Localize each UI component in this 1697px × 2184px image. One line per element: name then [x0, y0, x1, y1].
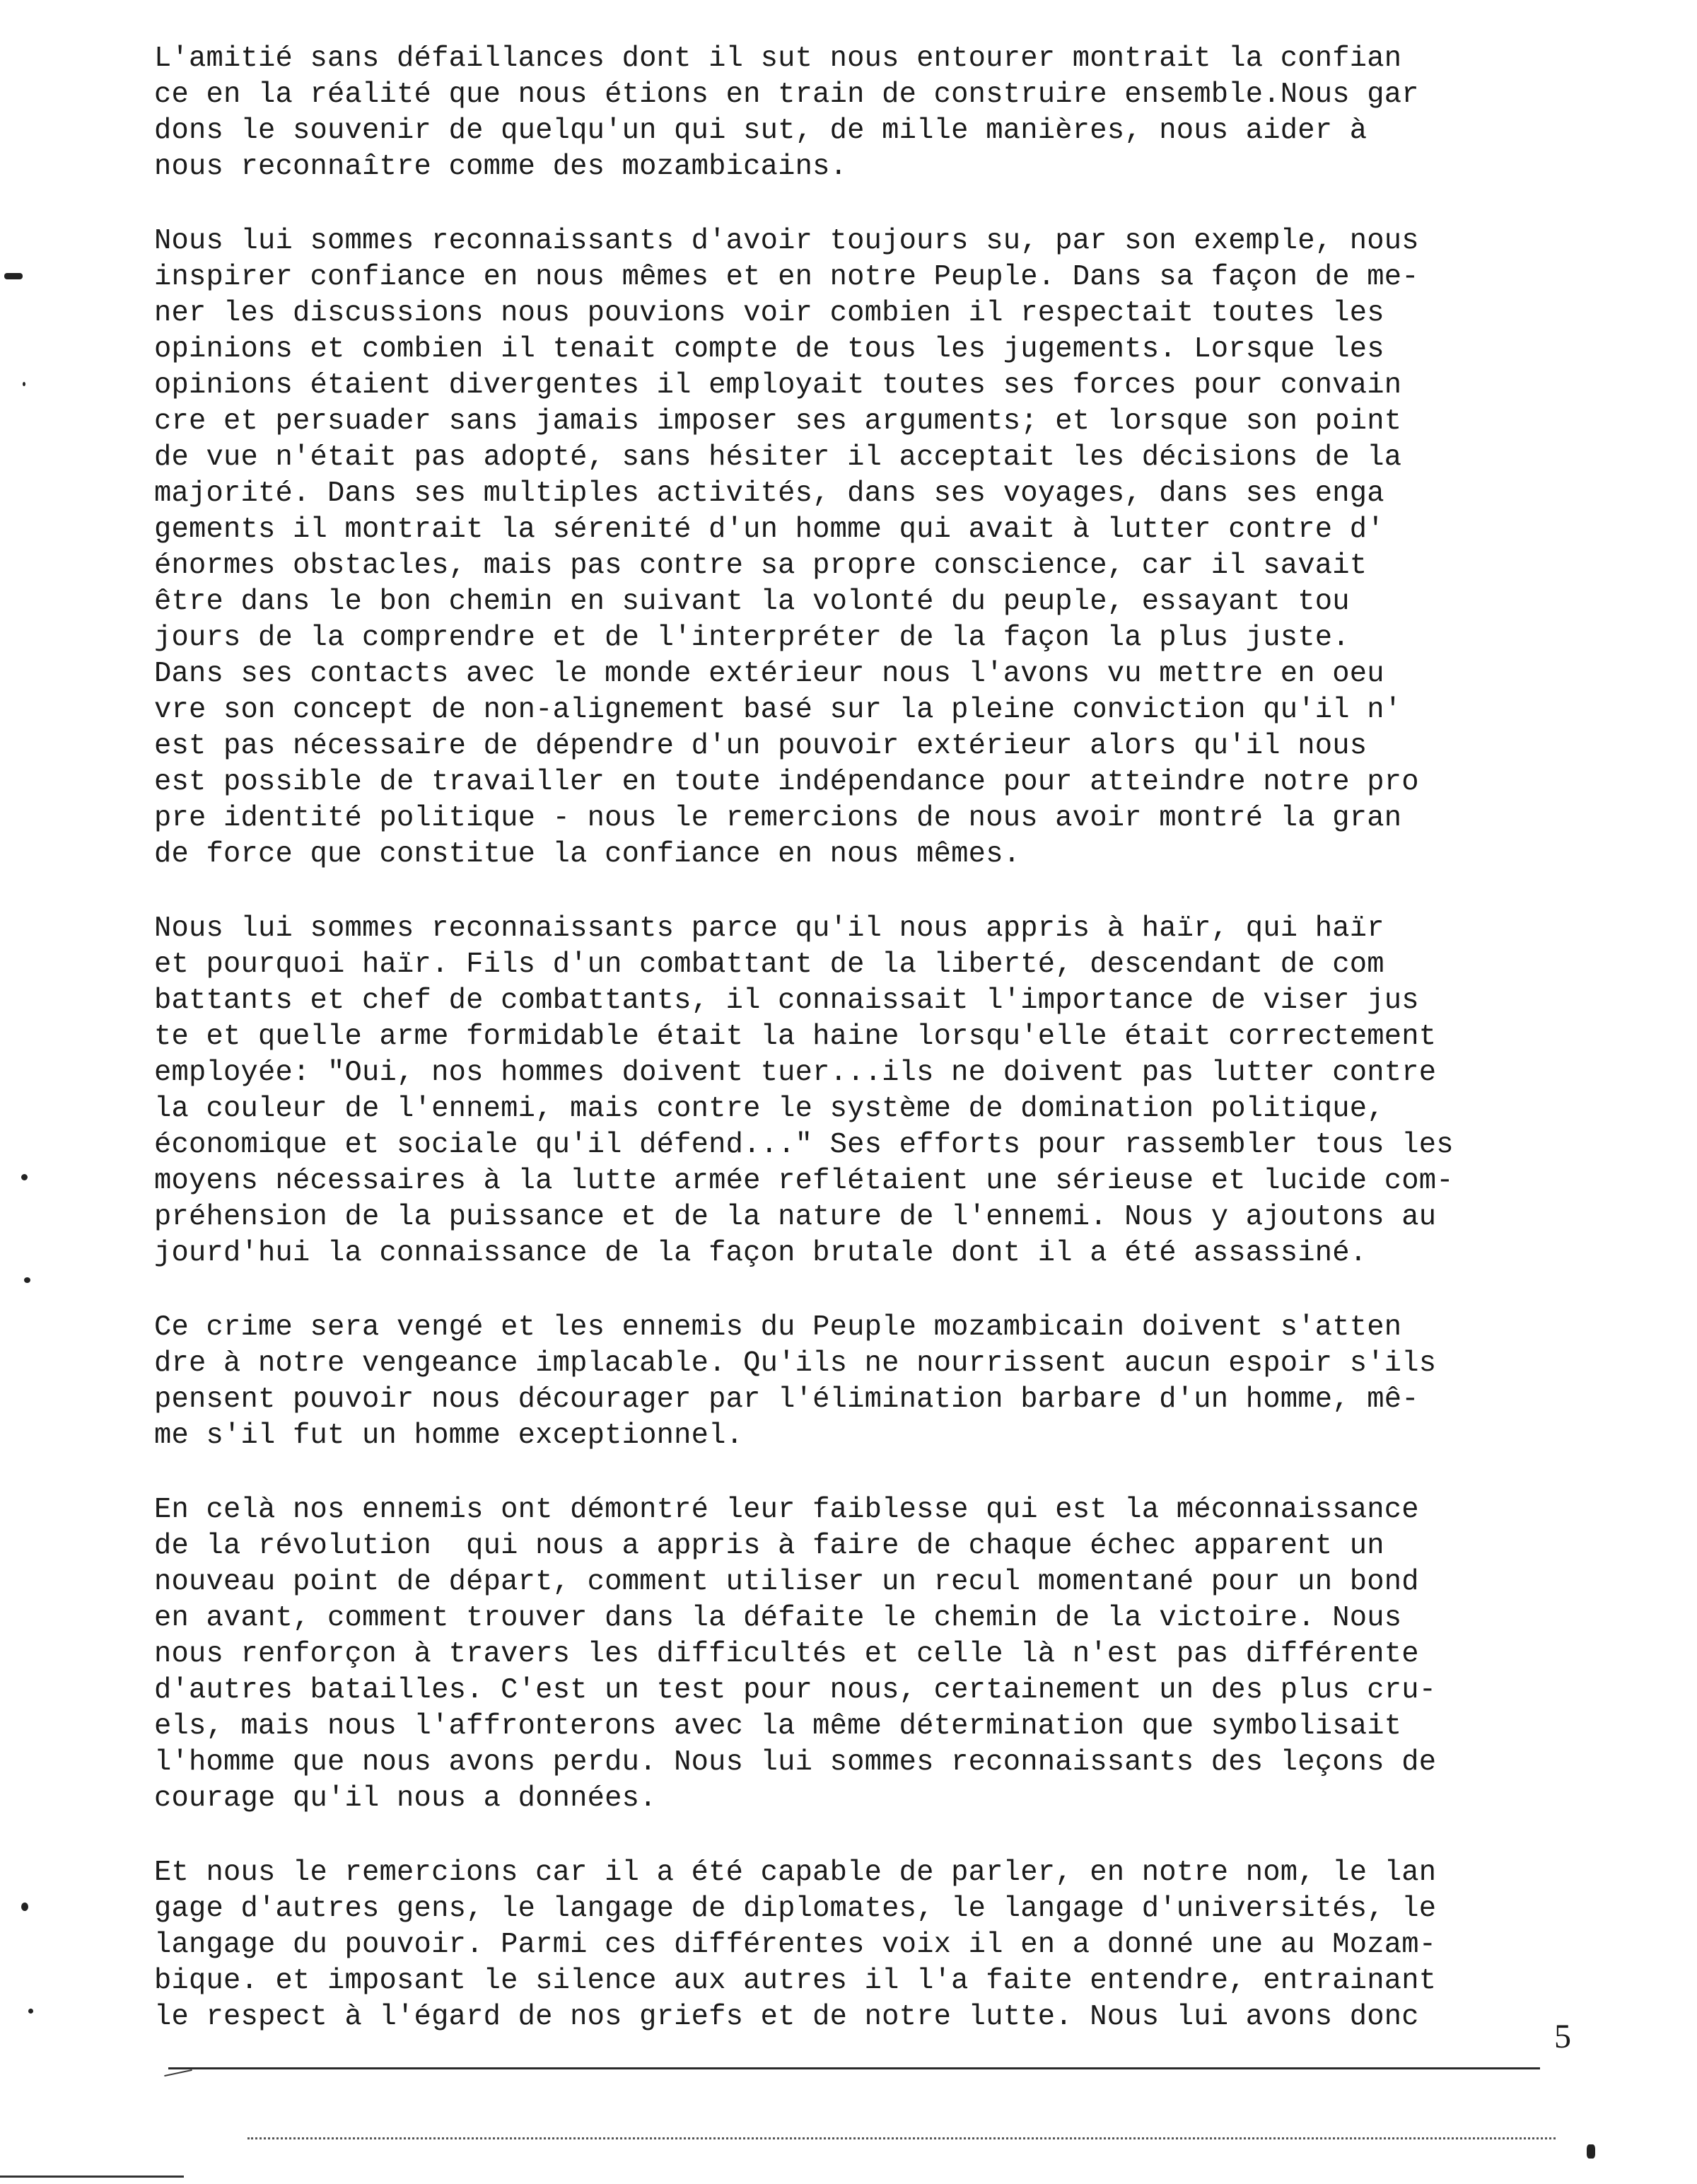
text-line: gage d'autres gens, le langage de diplomates, le langage d'universités, le: [154, 1893, 1437, 1925]
text-line: bique. et imposant le silence aux autres il l'a faite entendre, entrainant: [154, 1965, 1437, 1997]
text-line: être dans le bon chemin en suivant la volonté du peuple, essayant tou: [154, 586, 1350, 618]
text-line: énormes obstacles, mais pas contre sa propre conscience, car il savait: [154, 550, 1367, 582]
text-line: majorité. Dans ses multiples activités, dans ses voyages, dans ses enga: [154, 477, 1384, 510]
text-line: Nous lui sommes reconnaissants parce qu'il nous appris à haïr, qui haïr: [154, 912, 1384, 945]
binding-mark: [23, 382, 25, 386]
text-line: gements il montrait la sérenité d'un homme qui avait à lutter contre d': [154, 513, 1384, 546]
text-line: de la révolution qui nous a appris à faire de chaque échec apparent un: [154, 1530, 1384, 1562]
text-line: courage qu'il nous a données.: [154, 1782, 657, 1815]
text-line: Ce crime sera vengé et les ennemis du Peuple mozambicain doivent s'atten: [154, 1311, 1402, 1344]
text-line: jourd'hui la connaissance de la façon brutale dont il a été assassiné.: [154, 1237, 1367, 1270]
binding-mark: [21, 1174, 28, 1180]
text-line: dons le souvenir de quelqu'un qui sut, de mille manières, nous aider à: [154, 115, 1367, 147]
text-line: pre identité politique - nous le remercions de nous avoir montré la gran: [154, 802, 1402, 835]
text-line: dre à notre vengeance implacable. Qu'ils ne nourrissent aucun espoir s'ils: [154, 1347, 1437, 1380]
paragraph-5: [154, 1492, 1625, 1817]
text-line: pensent pouvoir nous décourager par l'élimination barbare d'un homme, mê-: [154, 1383, 1419, 1416]
text-line: langage du pouvoir. Parmi ces différentes voix il en a donné une au Mozam-: [154, 1929, 1437, 1961]
text-line: nouveau point de départ, comment utiliser un recul momentané pour un bond: [154, 1566, 1419, 1598]
text-line: cre et persuader sans jamais imposer ses arguments; et lorsque son point: [154, 405, 1402, 438]
text-line: de force que constitue la confiance en nous mêmes.: [154, 838, 1021, 871]
text-line: économique et sociale qu'il défend..." Ses efforts pour rassembler tous les: [154, 1129, 1454, 1161]
text-line: l'homme que nous avons perdu. Nous lui sommes reconnaissants des leçons de: [154, 1746, 1437, 1779]
text-line: opinions et combien il tenait compte de tous les jugements. Lorsque les: [154, 333, 1384, 366]
text-line: en avant, comment trouver dans la défaite le chemin de la victoire. Nous: [154, 1602, 1402, 1634]
page-number: 5: [1554, 2018, 1571, 2055]
text-line: employée: "Oui, nos hommes doivent tuer...ils ne doivent pas lutter contre: [154, 1057, 1437, 1089]
text-line: te et quelle arme formidable était la haine lorsqu'elle était correctement: [154, 1021, 1437, 1053]
bottom-dotted-line: [247, 2137, 1556, 2139]
text-line: de vue n'était pas adopté, sans hésiter il acceptait les décisions de la: [154, 441, 1402, 474]
body-text: [154, 41, 1625, 2074]
text-line: Nous lui sommes reconnaissants d'avoir toujours su, par son exemple, nous: [154, 225, 1419, 257]
text-line: est possible de travailler en toute indépendance pour atteindre notre pro: [154, 766, 1419, 798]
text-line: et pourquoi haïr. Fils d'un combattant de la liberté, descendant de com: [154, 948, 1384, 981]
text-line: est pas nécessaire de dépendre d'un pouvoir extérieur alors qu'il nous: [154, 730, 1367, 762]
text-line: En celà nos ennemis ont démontré leur faiblesse qui est la méconnaissance: [154, 1494, 1419, 1526]
binding-mark: [21, 1903, 28, 1911]
text-line: vre son concept de non-alignement basé sur la pleine conviction qu'il n': [154, 694, 1402, 726]
text-line: la couleur de l'ennemi, mais contre le système de domination politique,: [154, 1093, 1384, 1125]
paragraph-2: [154, 223, 1625, 873]
text-line: battants et chef de combattants, il connaissait l'importance de viser jus: [154, 984, 1419, 1017]
text-line: L'amitié sans défaillances dont il sut nous entourer montrait la confian: [154, 42, 1402, 75]
text-line: opinions étaient divergentes il employait toutes ses forces pour convain: [154, 369, 1402, 402]
text-line: inspirer confiance en nous mêmes et en notre Peuple. Dans sa façon de me-: [154, 261, 1419, 294]
text-line: moyens nécessaires à la lutte armée reflétaient une sérieuse et lucide com-: [154, 1165, 1454, 1197]
text-line: ce en la réalité que nous étions en train de construire ensemble.Nous gar: [154, 79, 1419, 111]
corner-mark: [1587, 2144, 1595, 2159]
paragraph-3: [154, 911, 1625, 1272]
binding-mark: [28, 2009, 33, 2014]
bottom-edge-line: [0, 2176, 184, 2178]
paragraph-4: [154, 1310, 1625, 1454]
text-line: ner les discussions nous pouvions voir combien il respectait toutes les: [154, 297, 1384, 330]
text-line: me s'il fut un homme exceptionnel.: [154, 1419, 744, 1452]
text-line: Dans ses contacts avec le monde extérieur nous l'avons vu mettre en oeu: [154, 658, 1384, 690]
text-line: Et nous le remercions car il a été capable de parler, en notre nom, le lan: [154, 1857, 1437, 1889]
text-line: jours de la comprendre et de l'interpréter de la façon la plus juste.: [154, 622, 1350, 654]
paragraph-6: [154, 1855, 1625, 2035]
text-line: nous reconnaître comme des mozambicains.: [154, 151, 848, 183]
footer-rule: [168, 2067, 1540, 2069]
binding-mark: [4, 273, 23, 279]
text-line: els, mais nous l'affronterons avec la même détermination que symbolisait: [154, 1710, 1402, 1743]
text-line: d'autres batailles. C'est un test pour nous, certainement un des plus cru-: [154, 1674, 1437, 1707]
text-line: nous renforçon à travers les difficultés et celle là n'est pas différente: [154, 1638, 1419, 1671]
paragraph-1: [154, 41, 1625, 185]
binding-mark: [24, 1277, 30, 1283]
text-line: préhension de la puissance et de la nature de l'ennemi. Nous y ajoutons au: [154, 1201, 1437, 1233]
text-line: le respect à l'égard de nos griefs et de notre lutte. Nous lui avons donc: [154, 2001, 1419, 2033]
